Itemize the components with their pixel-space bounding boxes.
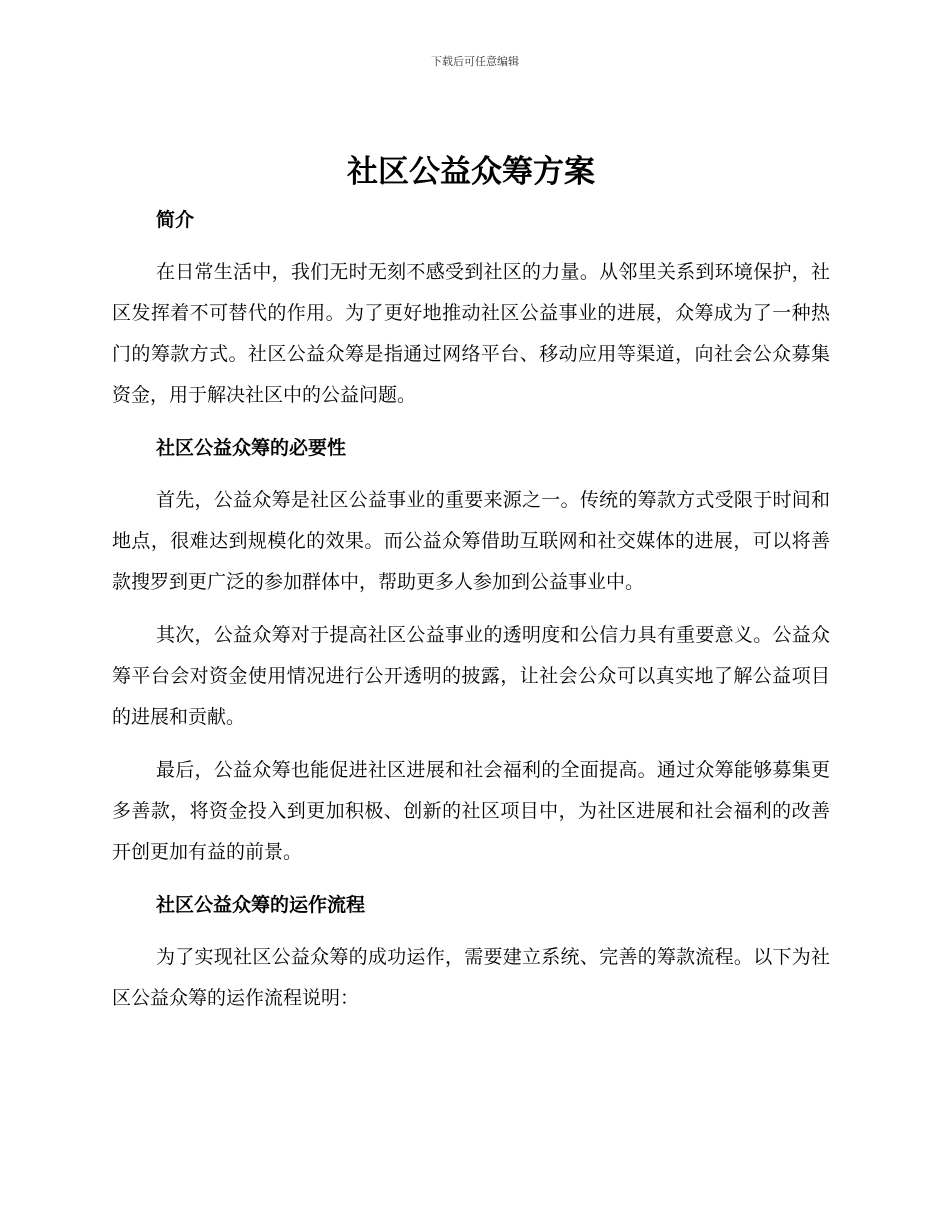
paragraph: 首先，公益众筹是社区公益事业的重要来源之一。传统的筹款方式受限于时间和地点，很难达到规模化的效果。而公益众筹借助互联网和社交媒体的进展，可以将善款搜罗到更广泛的参加群体中，帮助更多人参加到公益事业中。 [112, 489, 830, 593]
section-heading: 简介 [156, 209, 195, 231]
section-heading: 社区公益众筹的必要性 [156, 437, 347, 459]
section-necessity [112, 428, 830, 885]
paragraph: 在日常生活中，我们无时无刻不感受到社区的力量。从邻里关系到环境保护，社区发挥着不可替代的作用。为了更好地推动社区公益事业的进展，众筹成为了一种热门的筹款方式。社区公益众筹是指通过网络平台、移动应用等渠道，向社会公众募集资金，用于解决社区中的公益问题。 [112, 261, 830, 406]
document-title: 社区公益众筹方案 [347, 154, 595, 190]
section-intro [112, 200, 830, 428]
header-note: 下载后可任意编辑 [431, 55, 519, 68]
paragraph: 其次，公益众筹对于提高社区公益事业的透明度和公信力具有重要意义。公益众筹平台会对资金使用情况进行公开透明的披露，让社会公众可以真实地了解公益项目的进展和贡献。 [112, 624, 830, 728]
section-heading: 社区公益众筹的运作流程 [156, 894, 366, 916]
section-process [112, 885, 830, 1019]
document-body [112, 148, 830, 1019]
paragraph: 为了实现社区公益众筹的成功运作，需要建立系统、完善的筹款流程。以下为社区公益众筹的运作流程说明： [112, 946, 830, 1009]
paragraph: 最后，公益众筹也能促进社区进展和社会福利的全面提高。通过众筹能够募集更多善款，将资金投入到更加积极、创新的社区项目中，为社区进展和社会福利的改善开创更加有益的前景。 [112, 759, 830, 863]
